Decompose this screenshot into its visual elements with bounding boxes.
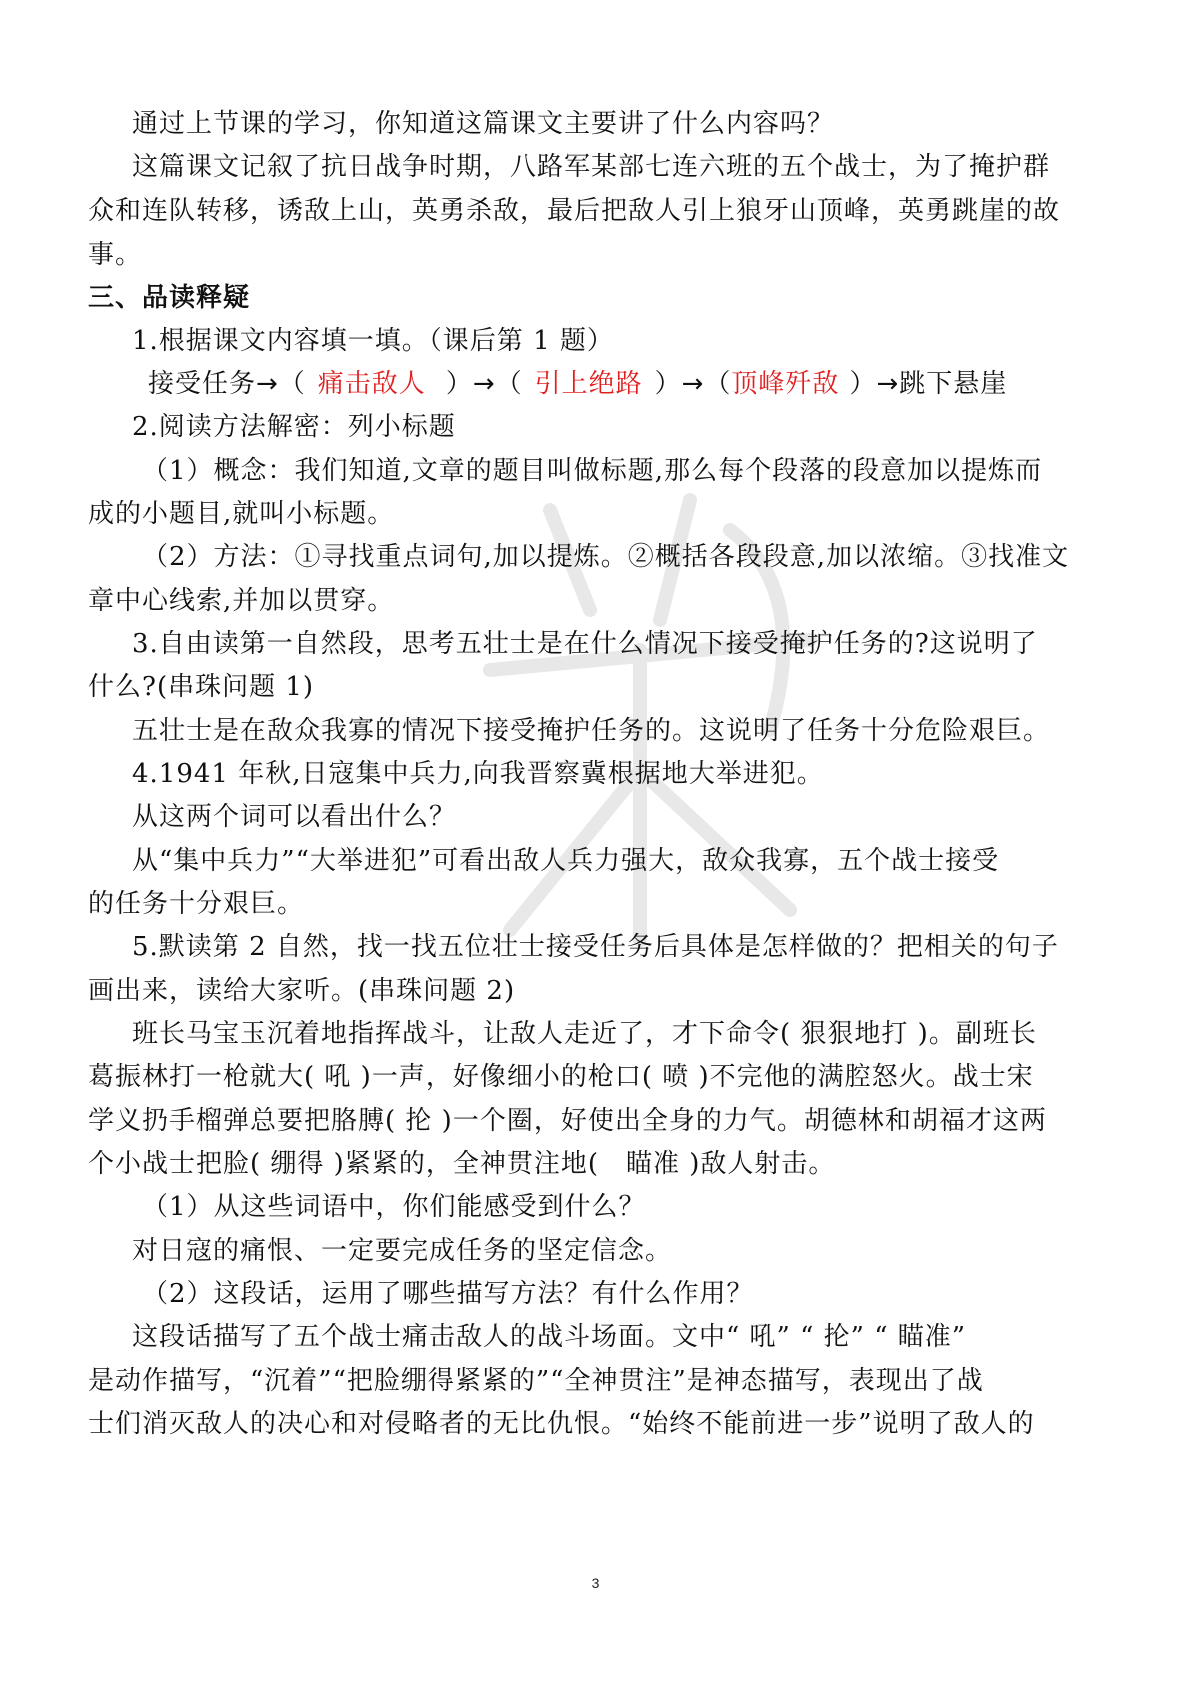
fill-row-start: 接受任务→（ [148,369,306,399]
question-line: 1.根据课文内容填一填。（课后第 1 题） [132,326,614,356]
answer-line: 从“集中兵力”“大举进犯”可看出敌人兵力强大，敌众我寡，五个战士接受 [132,846,1000,876]
fill-row-end: ）→跳下悬崖 [849,369,1008,399]
paragraph-line: 个小战士把脸( 绷得 )紧紧的，全神贯注地( 瞄准 )敌人射击。 [88,1149,836,1179]
paragraph-line: 章中心线索,并加以贯穿。 [88,586,395,616]
answer-blank-1: 痛击敌人 [317,369,426,399]
paragraph-line: 成的小题目,就叫小标题。 [88,499,395,529]
question-line: 2.阅读方法解密：列小标题 [132,412,456,442]
answer-line: 对日寇的痛恨、一定要完成任务的坚定信念。 [132,1236,673,1266]
paragraph-line: 班长马宝玉沉着地指挥战斗，让敌人走近了，才下命令( 狠狠地打 )。副班长 [132,1019,1037,1049]
fill-row-sep-1: ）→（ [445,369,523,399]
answer-line: 是动作描写，“沉着”“把脸绷得紧紧的”“全神贯注”是神态描写，表现出了战 [88,1366,984,1396]
paragraph-line: 通过上节课的学习，你知道这篇课文主要讲了什么内容吗？ [132,109,835,139]
answer-blank-3: 顶峰歼敌 [731,369,840,399]
question-line: 画出来，读给大家听。(串珠问题 2) [88,976,516,1006]
paragraph-line: （1）概念：我们知道,文章的题目叫做标题,那么每个段落的段意加以提炼而 [142,456,1043,486]
question-line: 什么?(串珠问题 1) [88,672,315,702]
fill-in-row [148,361,1168,407]
paragraph-line: （2）方法：①寻找重点词句,加以提炼。②概括各段段意,加以浓缩。③找准文 [142,542,1070,572]
question-line: 3.自由读第一自然段，思考五壮士是在什么情况下接受掩护任务的?这说明了 [132,629,1038,659]
paragraph-line: 学义扔手榴弹总要把胳膊( 抡 )一个圈，好使出全身的力气。胡德林和胡福才这两 [88,1106,1047,1136]
page-number: 3 [591,1575,600,1591]
answer-line: 这段话描写了五个战士痛击敌人的战斗场面。文中“ 吼” “ 抡” “ 瞄准” [132,1322,967,1352]
fill-row-sep-2: ）→（ [654,369,732,399]
answer-line: 士们消灭敌人的决心和对侵略者的无比仇恨。“始终不能前进一步”说明了敌人的 [88,1409,1035,1439]
answer-line: 的任务十分艰巨。 [88,889,305,919]
question-line: 5.默读第 2 自然，找一找五位壮士接受任务后具体是怎样做的？把相关的句子 [132,932,1059,962]
paragraph-line: 葛振林打一枪就大( 吼 )一声，好像细小的枪口( 喷 )不完他的满腔怒火。战士宋 [88,1062,1034,1092]
question-line: （2）这段话，运用了哪些描写方法？有什么作用？ [142,1279,754,1309]
question-line: 从这两个词可以看出什么？ [132,802,457,832]
question-line: 4.1941 年秋,日寇集中兵力,向我晋察冀根据地大举进犯。 [132,759,824,789]
paragraph-line: 事。 [88,240,143,270]
section-heading: 三、品读释疑 [88,283,251,313]
paragraph-line: 众和连队转移，诱敌上山，英勇杀敌，最后把敌人引上狼牙山顶峰，英勇跳崖的故 [88,196,1061,226]
answer-blank-2: 引上绝路 [534,369,643,399]
question-line: （1）从这些词语中，你们能感受到什么？ [142,1192,646,1222]
paragraph-line: 这篇课文记叙了抗日战争时期，八路军某部七连六班的五个战士，为了掩护群 [132,152,1051,182]
answer-line: 五壮士是在敌众我寡的情况下接受掩护任务的。这说明了任务十分危险艰巨。 [132,716,1051,746]
